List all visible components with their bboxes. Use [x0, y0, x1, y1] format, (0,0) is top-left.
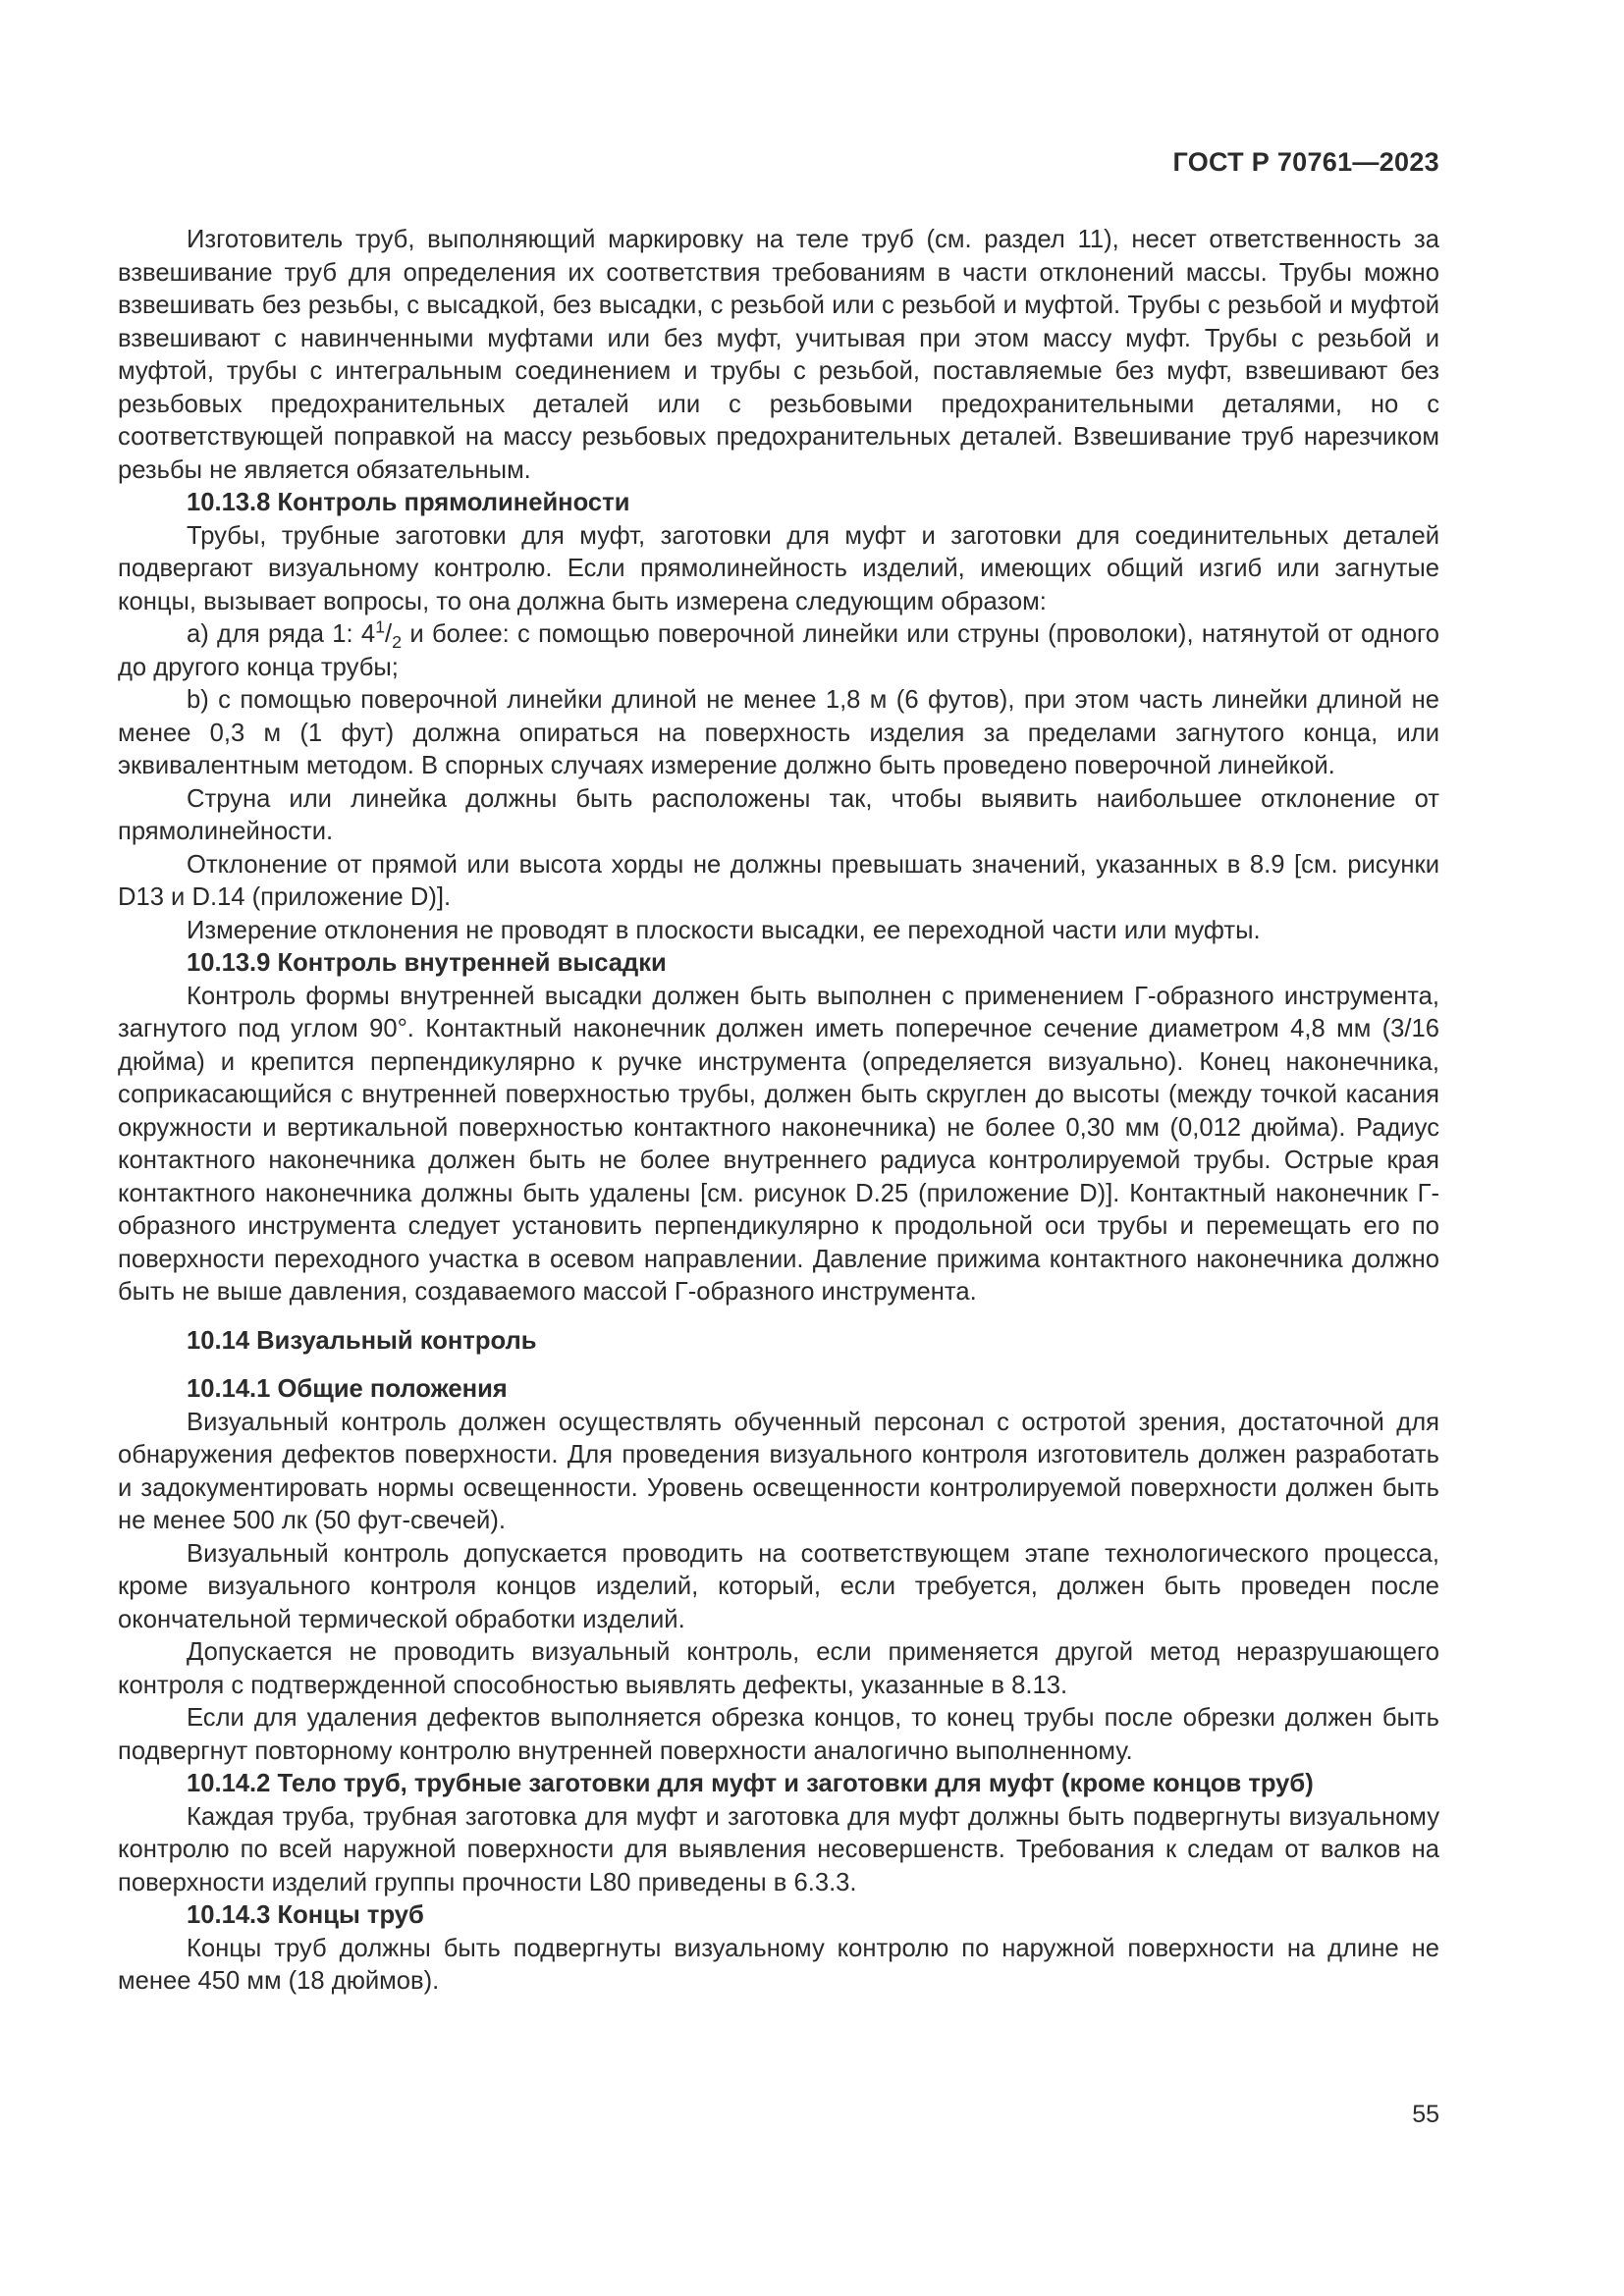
section-heading: 10.13.9 Контроль внутренней высадки [187, 949, 667, 977]
paragraph: Каждая труба, трубная заготовка для муфт и заготовка для муфт должны быть подвергнуты визуальному контролю по всей наружной поверхности для выявления несовершенств. Требования к следам от валков на поверхности изделий группы прочности L80 приведены в 6.3.3. [118, 1802, 1439, 1896]
paragraph: Струна или линейка должны быть расположены так, чтобы выявить наибольшее отклонение от прямолинейности. [118, 784, 1439, 845]
fraction-denominator: 2 [392, 632, 403, 653]
page-number: 55 [1412, 2101, 1439, 2128]
paragraph: Трубы, трубные заготовки для муфт, заготовки для муфт и заготовки для соединительных деталей подвергают визуальному контролю. Если прямолинейность изделий, имеющих общий изгиб или загнутые концы, вызывает вопросы, то она должна быть измерена следующим образом: [118, 521, 1439, 615]
section-heading: 10.14.2 Тело труб, трубные заготовки для муфт и заготовки для муфт (кроме концов труб) [187, 1770, 1314, 1797]
paragraph: Допускается не проводить визуальный контроль, если применяется другой метод неразрушающего контроля с подтвержденной способностью выявлять дефекты, указанные в 8.13. [118, 1638, 1439, 1699]
section-heading: 10.13.8 Контроль прямолинейности [187, 489, 630, 516]
list-item-a [118, 618, 1439, 684]
paragraph: Визуальный контроль допускается проводить на соответствующем этапе технологического процесса, кроме визуального контроля концов изделий, который, если требуется, должен быть проведен после окончательной термической обработки изделий. [118, 1539, 1439, 1633]
paragraph: Измерение отклонения не проводят в плоскости высадки, ее переходной части или муфты. [187, 916, 1261, 944]
section-heading: 10.14 Визуальный контроль [187, 1326, 537, 1355]
document-code: ГОСТ Р 70761—2023 [1172, 147, 1439, 177]
section-heading: 10.14.1 Общие положения [187, 1375, 508, 1403]
section-heading: 10.14.3 Концы труб [187, 1901, 424, 1929]
paragraph: Контроль формы внутренней высадки должен быть выполнен с применением Г-образного инструмента, загнутого под углом 90°. Контактный наконечник должен иметь поперечное сечение диаметром 4,8 мм (3/16 дюйма) и крепится перпендикулярно к ручке инструмента (определяется визуально). Конец наконечника, соприкасающийся с внутренней поверхностью трубы, должен быть скруглен до высоты (между точкой касания окружности и вертикальной поверхностью контактного наконечника) не более 0,30 мм (0,012 дюйма). Радиус контактного наконечника должен быть не более внутреннего радиуса контролируемой трубы. Острые края контактного наконечника должны быть удалены [см. рисунок D.25 (приложение D)]. Контактный наконечник Г-образного инструмента следует установить перпендикулярно к продольной оси трубы и перемещать его по поверхности переходного участка в осевом направлении. Давление прижима контактного наконечника должно быть не выше давления, создаваемого массой Г-образного инструмента. [118, 982, 1439, 1306]
paragraph: Если для удаления дефектов выполняется обрезка концов, то конец трубы после обрезки должен быть подвергнут повторному контролю внутренней поверхности аналогично выполненному. [118, 1704, 1439, 1765]
fraction-numerator: 1 [375, 616, 386, 637]
fraction-slash: / [385, 620, 393, 648]
list-item-a-rest: и более: с помощью поверочной линейки или струны (проволоки), натянутой от одного до другого конца трубы; [118, 620, 1439, 681]
list-item-b: b) с помощью поверочной линейки длиной не менее 1,8 м (6 футов), при этом часть линейки длиной не менее 0,3 м (1 фут) должна опираться на поверхность изделия за пределами загнутого конца, или эквивалентным методом. В спорных случаях измерение должно быть проведено поверочной линейкой. [118, 686, 1439, 779]
paragraph: Отклонение от прямой или высота хорды не должны превышать значений, указанных в 8.9 [см. рисунки D13 и D.14 (приложение D)]. [118, 850, 1439, 911]
paragraph: Концы труб должны быть подвергнуты визуальному контролю по наружной поверхности на длине не менее 450 мм (18 дюймов). [118, 1934, 1439, 1995]
document-body [118, 224, 1439, 1999]
paragraph: Визуальный контроль должен осуществлять обученный персонал с остротой зрения, достаточной для обнаружения дефектов поверхности. Для проведения визуального контроля изготовитель должен разработать и задокументировать нормы освещенности. Уровень освещенности контролируемой поверхности должен быть не менее 500 лк (50 фут-свечей). [118, 1408, 1439, 1534]
paragraph: Изготовитель труб, выполняющий маркировку на теле труб (см. раздел 11), несет ответственность за взвешивание труб для определения их соответствия требованиям в части отклонений массы. Трубы можно взвешивать без резьбы, с высадкой, без высадки, с резьбой или с резьбой и муфтой. Трубы с резьбой и муфтой взвешивают с навинченными муфтами или без муфт, учитывая при этом массу муфт. Трубы с резьбой и муфтой, трубы с интегральным соединением и трубы с резьбой, поставляемые без муфт, взвешивают без резьбовых предохранительных деталей или с резьбовыми предохранительными деталями, но с соответствующей поправкой на массу резьбовых предохранительных деталей. Взвешивание труб нарезчиком резьбы не является обязательным. [118, 226, 1439, 484]
list-item-a-start: a) для ряда 1: 4 [187, 620, 376, 648]
